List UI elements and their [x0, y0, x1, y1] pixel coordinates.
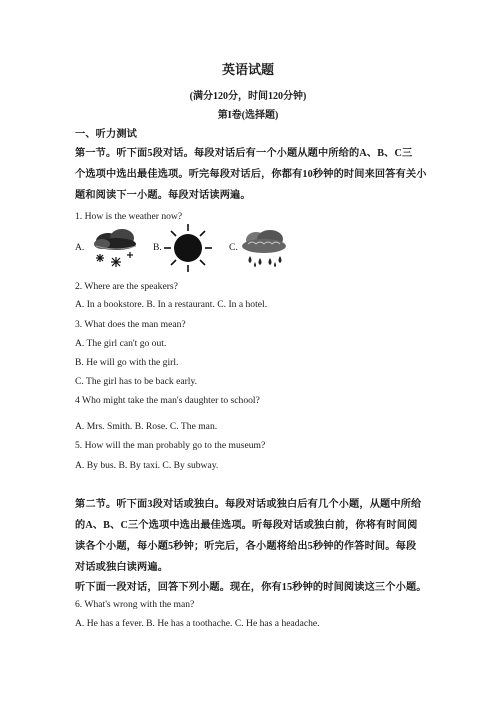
question-5-stem: 5. How will the man probably go to the museum? — [75, 440, 266, 451]
question-4-stem: 4 Who might take the man's daughter to school? — [75, 395, 260, 406]
part-heading: 一、听力测试 — [75, 129, 138, 140]
section1-line-2: 个选项中选出最佳选项。听完每段对话后，你都有10秒钟的时间来回答有关小 — [75, 169, 427, 180]
question-4-options: A. Mrs. Smith. B. Rose. C. The man. — [75, 421, 218, 432]
rain-cloud-icon — [238, 228, 290, 272]
question-3-option-c: C. The girl has to be back early. — [75, 376, 198, 387]
question-5-options: A. By bus. B. By taxi. C. By subway. — [75, 460, 219, 471]
option-a-label: A. — [75, 242, 85, 253]
sun-icon — [162, 222, 214, 274]
question-6-options: A. He has a fever. B. He has a toothache. C. He has a headache. — [75, 618, 320, 629]
section2-line-2: 的A、B、C三个选项中选出最佳选项。听每段对话或独白前，你将有时间阅 — [75, 520, 418, 531]
question-1-stem: 1. How is the weather now? — [75, 211, 183, 222]
option-b-label: B. — [153, 242, 162, 253]
section1-line-1: 第一节。听下面5段对话。每段对话后有一个小题从题中所给的A、B、C三 — [75, 148, 413, 159]
section2-line-1: 第二节。听下面3段对话或独白。每段对话或独白后有几个小题，从题中所给 — [75, 499, 422, 510]
question-3-option-a: A. The girl can't go out. — [75, 338, 167, 349]
section1-line-3: 题和阅读下一小题。每段对话读两遍。 — [75, 190, 251, 201]
question-3-stem: 3. What does the man mean? — [75, 319, 186, 330]
snow-cloud-icon — [86, 226, 142, 270]
question-2-options: A. In a bookstore. B. In a restaurant. C. In a hotel. — [75, 299, 268, 310]
page-title: 英语试题 — [221, 62, 274, 77]
exam-subtitle: (满分120分，时间120分钟) — [189, 91, 307, 102]
question-2-stem: 2. Where are the speakers? — [75, 281, 178, 292]
question-6-stem: 6. What's wrong with the man? — [75, 599, 195, 610]
section2-line-4: 对话或独白读两遍。 — [75, 562, 169, 573]
question-3-option-b: B. He will go with the girl. — [75, 357, 179, 368]
option-c-label: C. — [229, 242, 238, 253]
section2-line-3: 读各个小题，每小题5秒钟；听完后，各小题将给出5秒钟的作答时间。每段 — [75, 541, 417, 552]
volume-heading: 第I卷(选择题) — [217, 110, 279, 121]
section2-line-5: 听下面一段对话，回答下列小题。现在，你有15秒钟的时间阅读这三个小题。 — [75, 582, 427, 593]
